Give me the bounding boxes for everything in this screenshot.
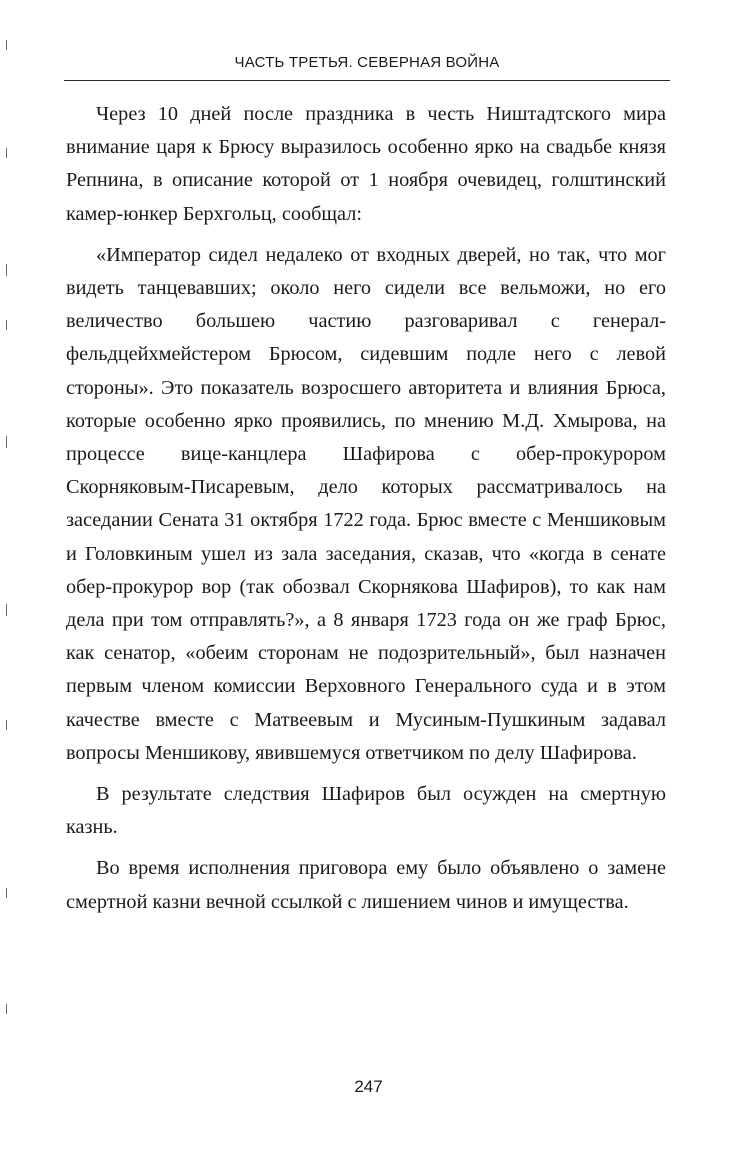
- paragraph: Во время исполнения приговора ему было объявлено о замене смертной казни вечной ссылкой с лишением чинов и имущества.: [66, 857, 666, 913]
- body-text: [66, 98, 666, 919]
- binding-edge-mark: [6, 264, 7, 276]
- binding-edge-mark: [6, 436, 7, 448]
- header-rule: [64, 80, 670, 81]
- paragraph: «Император сидел недалеко от входных дверей, но так, что мог видеть танцевавших; около него сидели все вельможи, но его величество большею частию разговаривал с генерал-фельдцейхмейстером Брюсом, сидевшим подле него с левой стороны». Это показатель возросшего авторитета и влияния Брюса, которые особенно ярко проявились, по мнению М.Д. Хмырова, на процессе вице-канцлера Шафирова с обер-прокурором Скорняковым-Писаревым, дело которых рассматривалось на заседании Сената 31 октября 1722 года. Брюс вместе с Меншиковым и Головкиным ушел из зала заседания, сказав, что «когда в сенате обер-прокурор вор (так обозвал Скорнякова Шафиров), то как нам дела при том отправлять?», а 8 января 1723 года он же граф Брюс, как сенатор, «обеим сторонам не подозрительный», был назначен первым членом комиссии Верховного Генерального суда и в этом качестве вместе с Матвеевым и Мусиным-Пушкиным задавал вопросы Меншикову, явившемуся ответчиком по делу Шафирова.: [66, 243, 666, 764]
- paragraph: В результате следствия Шафиров был осужден на смертную казнь.: [66, 783, 666, 839]
- paragraph: Через 10 дней после праздника в честь Ништадтского мира внимание царя к Брюсу выразилось особенно ярко на свадьбе князя Репнина, в описание которой от 1 ноября очевидец, голштинский камер-юнкер Берхгольц, сообщал:: [66, 103, 666, 225]
- binding-edge-mark: [6, 40, 7, 50]
- page-number: 247: [354, 1077, 383, 1096]
- binding-edge-mark: [6, 888, 7, 898]
- binding-edge-mark: [6, 604, 7, 616]
- running-header: ЧАСТЬ ТРЕТЬЯ. СЕВЕРНАЯ ВОЙНА: [234, 54, 500, 71]
- binding-edge-mark: [6, 320, 7, 330]
- binding-edge-mark: [6, 1004, 7, 1014]
- binding-edge-mark: [6, 148, 7, 158]
- binding-edge-mark: [6, 720, 7, 730]
